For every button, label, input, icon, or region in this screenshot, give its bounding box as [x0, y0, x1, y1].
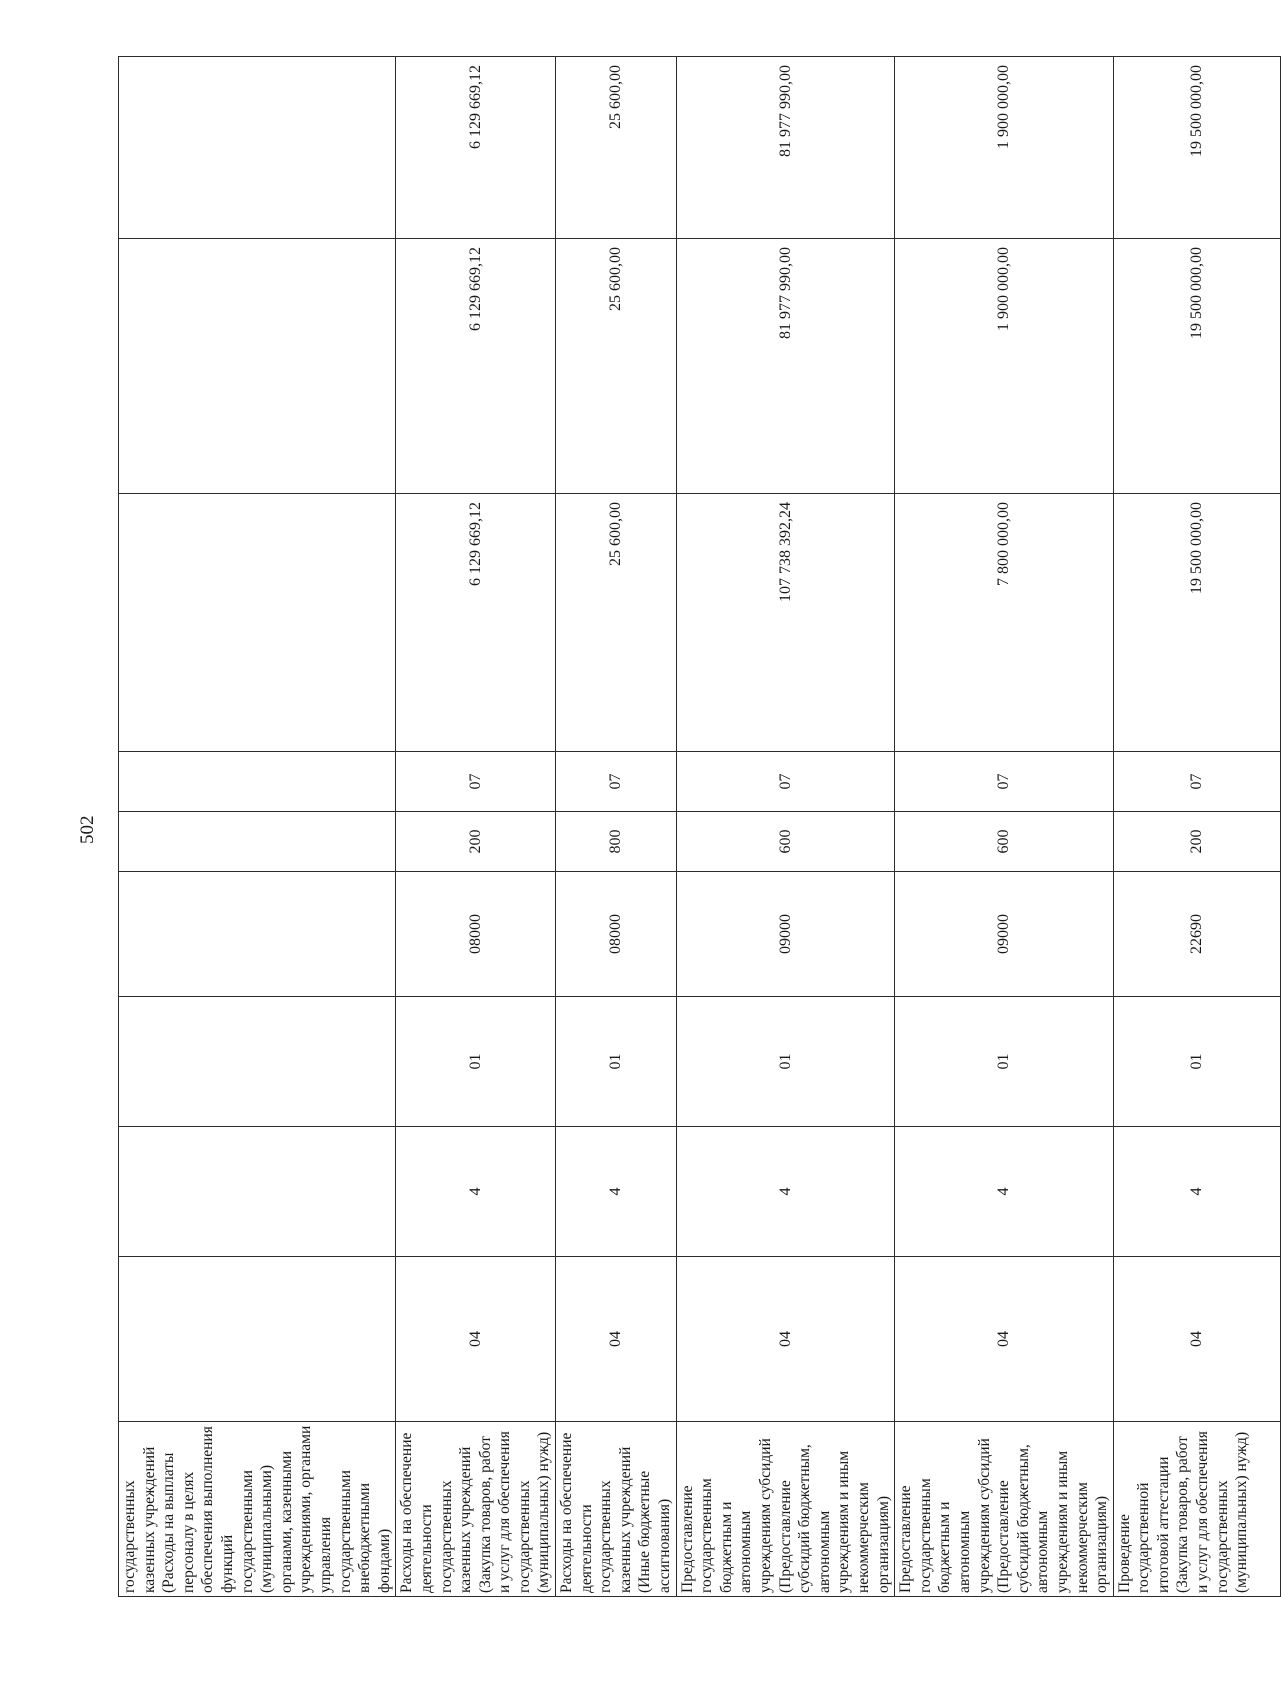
code-d-cell: 22690 [1113, 872, 1280, 997]
code-f-cell [119, 752, 396, 812]
sum-3-cell: 1 900 000,00 [895, 57, 1114, 239]
sum-1-cell: 19 500 000,00 [1113, 494, 1280, 752]
sum-3-cell: 81 977 990,00 [676, 57, 895, 239]
page-number: 502 [77, 815, 98, 844]
table-row [895, 57, 1114, 1597]
code-e-cell: 200 [1113, 812, 1280, 872]
code-a-cell: 04 [1113, 1257, 1280, 1422]
code-a-cell [119, 1257, 396, 1422]
row-description: Проведение государственной итоговой аттестации (Закупка товаров, работ и услуг для обеспечения государственных (муниципальных) нужд) [1113, 1422, 1280, 1597]
code-e-cell [119, 812, 396, 872]
table-row [396, 57, 556, 1597]
sum-1-cell [119, 494, 396, 752]
code-e-cell: 600 [895, 812, 1114, 872]
row-description: Предоставление государственным бюджетным и автономным учреждениям субсидий (Предоставление субсидий бюджетным, автономным учреждениям и иным некоммерческим организациям) [676, 1422, 895, 1597]
table-row [556, 57, 677, 1597]
code-c-cell: 01 [676, 997, 895, 1127]
code-c-cell: 01 [396, 997, 556, 1127]
sum-3-cell [119, 57, 396, 239]
code-c-cell: 01 [1113, 997, 1280, 1127]
code-b-cell: 4 [556, 1127, 677, 1257]
code-b-cell [119, 1127, 396, 1257]
code-d-cell: 08000 [396, 872, 556, 997]
table-row [676, 57, 895, 1597]
code-c-cell: 01 [556, 997, 677, 1127]
sum-1-cell: 107 738 392,24 [676, 494, 895, 752]
code-b-cell: 4 [1113, 1127, 1280, 1257]
table-row [1113, 57, 1280, 1597]
code-d-cell: 08000 [556, 872, 677, 997]
sum-3-cell: 6 129 669,12 [396, 57, 556, 239]
code-a-cell: 04 [895, 1257, 1114, 1422]
code-e-cell: 800 [556, 812, 677, 872]
code-e-cell: 600 [676, 812, 895, 872]
code-d-cell [119, 872, 396, 997]
code-f-cell: 07 [1113, 752, 1280, 812]
sum-2-cell: 19 500 000,00 [1113, 239, 1280, 494]
code-d-cell: 09000 [676, 872, 895, 997]
row-description: Расходы на обеспечение деятельности государственных казенных учреждений (Закупка товаров, работ и услуг для обеспечения государственных (муниципальных) нужд) [396, 1422, 556, 1597]
sum-2-cell: 81 977 990,00 [676, 239, 895, 494]
code-f-cell: 07 [556, 752, 677, 812]
code-c-cell: 01 [895, 997, 1114, 1127]
table-body [119, 57, 1281, 1597]
table-row [119, 57, 396, 1597]
sum-1-cell: 25 600,00 [556, 494, 677, 752]
code-a-cell: 04 [676, 1257, 895, 1422]
row-description: Расходы на обеспечение деятельности государственных казенных учреждений (Иные бюджетные ассигнования) [556, 1422, 677, 1597]
sum-1-cell: 6 129 669,12 [396, 494, 556, 752]
code-d-cell: 09000 [895, 872, 1114, 997]
budget-table [118, 56, 1281, 1597]
sum-3-cell: 19 500 000,00 [1113, 57, 1280, 239]
sum-2-cell: 1 900 000,00 [895, 239, 1114, 494]
sum-2-cell [119, 239, 396, 494]
code-b-cell: 4 [676, 1127, 895, 1257]
sum-2-cell: 25 600,00 [556, 239, 677, 494]
row-description: Предоставление государственным бюджетным и автономным учреждениям субсидий (Предоставление субсидий бюджетным, автономным учреждениям и иным некоммерческим организациям) [895, 1422, 1114, 1597]
code-b-cell: 4 [895, 1127, 1114, 1257]
code-a-cell: 04 [556, 1257, 677, 1422]
code-a-cell: 04 [396, 1257, 556, 1422]
code-c-cell [119, 997, 396, 1127]
code-f-cell: 07 [396, 752, 556, 812]
code-b-cell: 4 [396, 1127, 556, 1257]
sum-2-cell: 6 129 669,12 [396, 239, 556, 494]
code-f-cell: 07 [895, 752, 1114, 812]
code-e-cell: 200 [396, 812, 556, 872]
sum-1-cell: 7 800 000,00 [895, 494, 1114, 752]
row-description: государственных казенных учреждений (Расходы на выплаты персоналу в целях обеспечения выполнения функций государственными (муниципальными) органами, казенными учреждениями, органами управления государственными внебюджетными фондами) [119, 1422, 396, 1597]
sum-3-cell: 25 600,00 [556, 57, 677, 239]
code-f-cell: 07 [676, 752, 895, 812]
